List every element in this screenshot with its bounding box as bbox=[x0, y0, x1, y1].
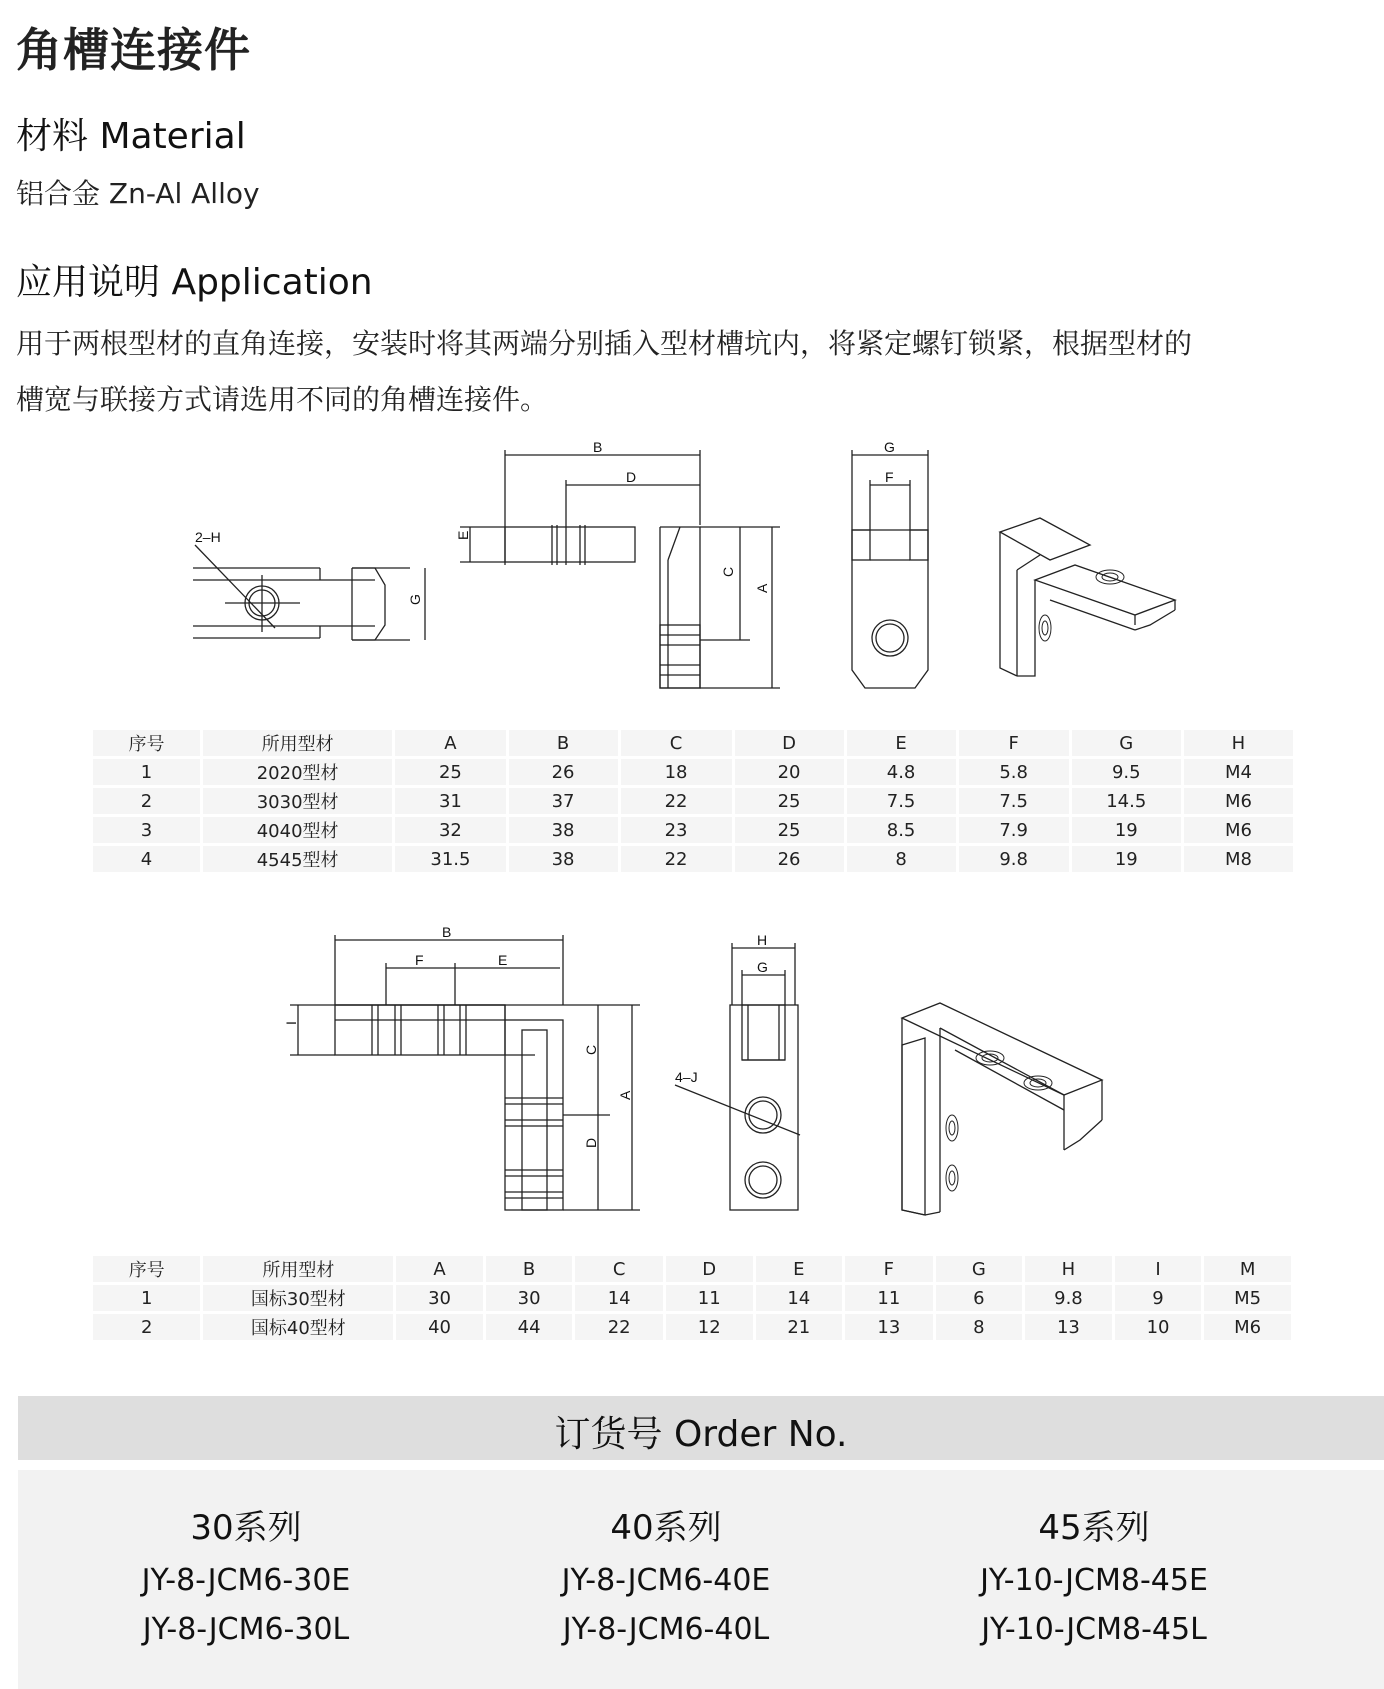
table-cell: M6 bbox=[1204, 1314, 1291, 1340]
order-list bbox=[18, 1470, 1384, 1689]
drawing-1-isometric bbox=[1000, 518, 1175, 676]
table-cell: 2020型材 bbox=[203, 759, 392, 785]
table-cell: 8 bbox=[936, 1314, 1023, 1340]
table-cell: 12 bbox=[666, 1314, 753, 1340]
table-row bbox=[93, 1314, 1291, 1340]
table-cell: 21 bbox=[756, 1314, 843, 1340]
table-cell: 14 bbox=[575, 1285, 663, 1311]
table-header-cell: H bbox=[1184, 730, 1293, 756]
table-cell: M6 bbox=[1184, 817, 1293, 843]
label-a: A bbox=[754, 583, 770, 593]
table-cell: 国标40型材 bbox=[203, 1314, 393, 1340]
drawing-2-isometric bbox=[902, 1003, 1102, 1215]
table-header-cell: A bbox=[396, 1256, 483, 1282]
table-cell: 9.8 bbox=[1025, 1285, 1112, 1311]
drawing-1-slot-view bbox=[193, 529, 425, 640]
table-cell: 25 bbox=[735, 788, 844, 814]
table-header-cell: E bbox=[847, 730, 956, 756]
table-cell: 2 bbox=[93, 1314, 200, 1340]
table-cell: 38 bbox=[509, 817, 618, 843]
table-cell: 22 bbox=[621, 846, 732, 872]
application-heading: 应用说明 Application bbox=[16, 262, 373, 303]
order-column-45 bbox=[866, 1470, 1322, 1647]
label-c2: C bbox=[583, 1044, 599, 1055]
table-cell: M8 bbox=[1184, 846, 1293, 872]
table-cell: 25 bbox=[395, 759, 505, 785]
material-heading: 材料 Material bbox=[16, 116, 246, 157]
table-cell: 13 bbox=[1025, 1314, 1112, 1340]
material-value: 铝合金 Zn-Al Alloy bbox=[16, 177, 260, 210]
drawing-1-front-view bbox=[455, 439, 780, 688]
table-cell: 40 bbox=[396, 1314, 483, 1340]
table-row bbox=[93, 1285, 1291, 1311]
table-cell: 8 bbox=[847, 846, 956, 872]
table-cell: 22 bbox=[575, 1314, 663, 1340]
table-cell: 38 bbox=[509, 846, 618, 872]
order-code: JY-8-JCM6-40L bbox=[562, 1612, 770, 1647]
order-code: JY-8-JCM6-40E bbox=[561, 1563, 771, 1598]
table-cell: 31 bbox=[395, 788, 505, 814]
table-cell: 18 bbox=[621, 759, 732, 785]
table-cell: 10 bbox=[1115, 1314, 1202, 1340]
label-e: E bbox=[455, 530, 471, 540]
table-cell: 1 bbox=[93, 759, 200, 785]
table-cell: 44 bbox=[486, 1314, 573, 1340]
label-f2: F bbox=[415, 952, 424, 968]
page-title: 角槽连接件 bbox=[16, 23, 251, 77]
label-g2b: G bbox=[757, 959, 768, 975]
table-cell: 31.5 bbox=[395, 846, 505, 872]
table-header-cell: B bbox=[509, 730, 618, 756]
table-row bbox=[93, 846, 1293, 872]
order-code: JY-8-JCM6-30E bbox=[141, 1563, 351, 1598]
label-c: C bbox=[720, 566, 736, 577]
table-header-cell: 所用型材 bbox=[203, 730, 392, 756]
table-cell: 13 bbox=[845, 1314, 933, 1340]
table-cell: 23 bbox=[621, 817, 732, 843]
drawing-2-front-view bbox=[283, 924, 640, 1210]
label-d2: D bbox=[583, 1137, 599, 1148]
label-g: G bbox=[407, 594, 423, 605]
label-a2: A bbox=[617, 1090, 633, 1100]
table-header-cell: F bbox=[845, 1256, 933, 1282]
table-header-cell: F bbox=[959, 730, 1069, 756]
table-cell: 26 bbox=[509, 759, 618, 785]
table-row bbox=[93, 817, 1293, 843]
table-header-cell: I bbox=[1115, 1256, 1202, 1282]
label-b2: B bbox=[442, 924, 452, 940]
table-cell: 26 bbox=[735, 846, 844, 872]
series-label: 40系列 bbox=[610, 1508, 722, 1548]
label-b: B bbox=[593, 439, 603, 455]
label-g2: G bbox=[884, 439, 895, 455]
table-cell: 4 bbox=[93, 846, 200, 872]
application-line-1: 用于两根型材的直角连接，安装时将其两端分别插入型材槽坑内，将紧定螺钉锁紧，根据型材的 bbox=[16, 327, 1193, 360]
table-header-cell: 序号 bbox=[93, 730, 200, 756]
table-cell: 5.8 bbox=[959, 759, 1069, 785]
table-header-cell: 所用型材 bbox=[203, 1256, 393, 1282]
table-header-cell: A bbox=[395, 730, 505, 756]
label-2h: 2–H bbox=[195, 529, 221, 545]
order-code: JY-10-JCM8-45L bbox=[981, 1612, 1207, 1647]
series-label: 45系列 bbox=[1038, 1508, 1150, 1548]
order-code: JY-8-JCM6-30L bbox=[142, 1612, 350, 1647]
label-i: I bbox=[283, 1021, 299, 1025]
table-cell: 8.5 bbox=[847, 817, 956, 843]
order-code: JY-10-JCM8-45E bbox=[980, 1563, 1208, 1598]
table-cell: M6 bbox=[1184, 788, 1293, 814]
table-cell: 7.5 bbox=[847, 788, 956, 814]
table-cell: 3030型材 bbox=[203, 788, 392, 814]
table-header-cell: G bbox=[1072, 730, 1181, 756]
label-f: F bbox=[885, 469, 894, 485]
table-cell: 3 bbox=[93, 817, 200, 843]
table-header-cell: 序号 bbox=[93, 1256, 200, 1282]
table-cell: 25 bbox=[735, 817, 844, 843]
label-d: D bbox=[626, 469, 637, 485]
order-column-40 bbox=[438, 1470, 894, 1647]
table-cell: M4 bbox=[1184, 759, 1293, 785]
table-cell: 14 bbox=[756, 1285, 843, 1311]
table-header-cell: C bbox=[575, 1256, 663, 1282]
table-cell: 4040型材 bbox=[203, 817, 392, 843]
table-cell: 11 bbox=[666, 1285, 753, 1311]
spec-table-2 bbox=[90, 1253, 1294, 1343]
label-h2: H bbox=[757, 932, 768, 948]
table-cell: 14.5 bbox=[1072, 788, 1181, 814]
table-cell: 30 bbox=[396, 1285, 483, 1311]
label-e2: E bbox=[498, 952, 508, 968]
table-header-cell: D bbox=[735, 730, 844, 756]
table-header-row bbox=[93, 1256, 1291, 1282]
spec-table-1 bbox=[90, 727, 1296, 875]
series-label: 30系列 bbox=[190, 1508, 302, 1548]
table-cell: 19 bbox=[1072, 817, 1181, 843]
order-column-30 bbox=[18, 1470, 474, 1647]
table-cell: 11 bbox=[845, 1285, 933, 1311]
table-cell: 7.9 bbox=[959, 817, 1069, 843]
label-4j: 4–J bbox=[675, 1069, 698, 1085]
table-header-cell: E bbox=[756, 1256, 843, 1282]
table-cell: 4.8 bbox=[847, 759, 956, 785]
table-cell: M5 bbox=[1204, 1285, 1291, 1311]
table-cell: 9.8 bbox=[959, 846, 1069, 872]
table-header-cell: M bbox=[1204, 1256, 1291, 1282]
table-cell: 22 bbox=[621, 788, 732, 814]
table-cell: 9.5 bbox=[1072, 759, 1181, 785]
table-cell: 1 bbox=[93, 1285, 200, 1311]
drawing-1-side-view bbox=[852, 439, 928, 688]
table-cell: 9 bbox=[1115, 1285, 1202, 1311]
table-cell: 国标30型材 bbox=[203, 1285, 393, 1311]
table-cell: 19 bbox=[1072, 846, 1181, 872]
table-header-row bbox=[93, 730, 1293, 756]
table-cell: 37 bbox=[509, 788, 618, 814]
table-cell: 4545型材 bbox=[203, 846, 392, 872]
table-header-cell: C bbox=[621, 730, 732, 756]
table-header-cell: B bbox=[486, 1256, 573, 1282]
table-cell: 7.5 bbox=[959, 788, 1069, 814]
table-cell: 6 bbox=[936, 1285, 1023, 1311]
table-row bbox=[93, 759, 1293, 785]
table-header-cell: D bbox=[666, 1256, 753, 1282]
table-header-cell: H bbox=[1025, 1256, 1112, 1282]
table-cell: 32 bbox=[395, 817, 505, 843]
table-row bbox=[93, 788, 1293, 814]
table-header-cell: G bbox=[936, 1256, 1023, 1282]
order-heading: 订货号 Order No. bbox=[554, 1414, 848, 1455]
order-header-bar bbox=[18, 1396, 1384, 1460]
application-line-2: 槽宽与联接方式请选用不同的角槽连接件。 bbox=[16, 383, 549, 416]
drawing-2-side-view bbox=[675, 932, 800, 1210]
table-cell: 20 bbox=[735, 759, 844, 785]
table-cell: 30 bbox=[486, 1285, 573, 1311]
table-cell: 2 bbox=[93, 788, 200, 814]
